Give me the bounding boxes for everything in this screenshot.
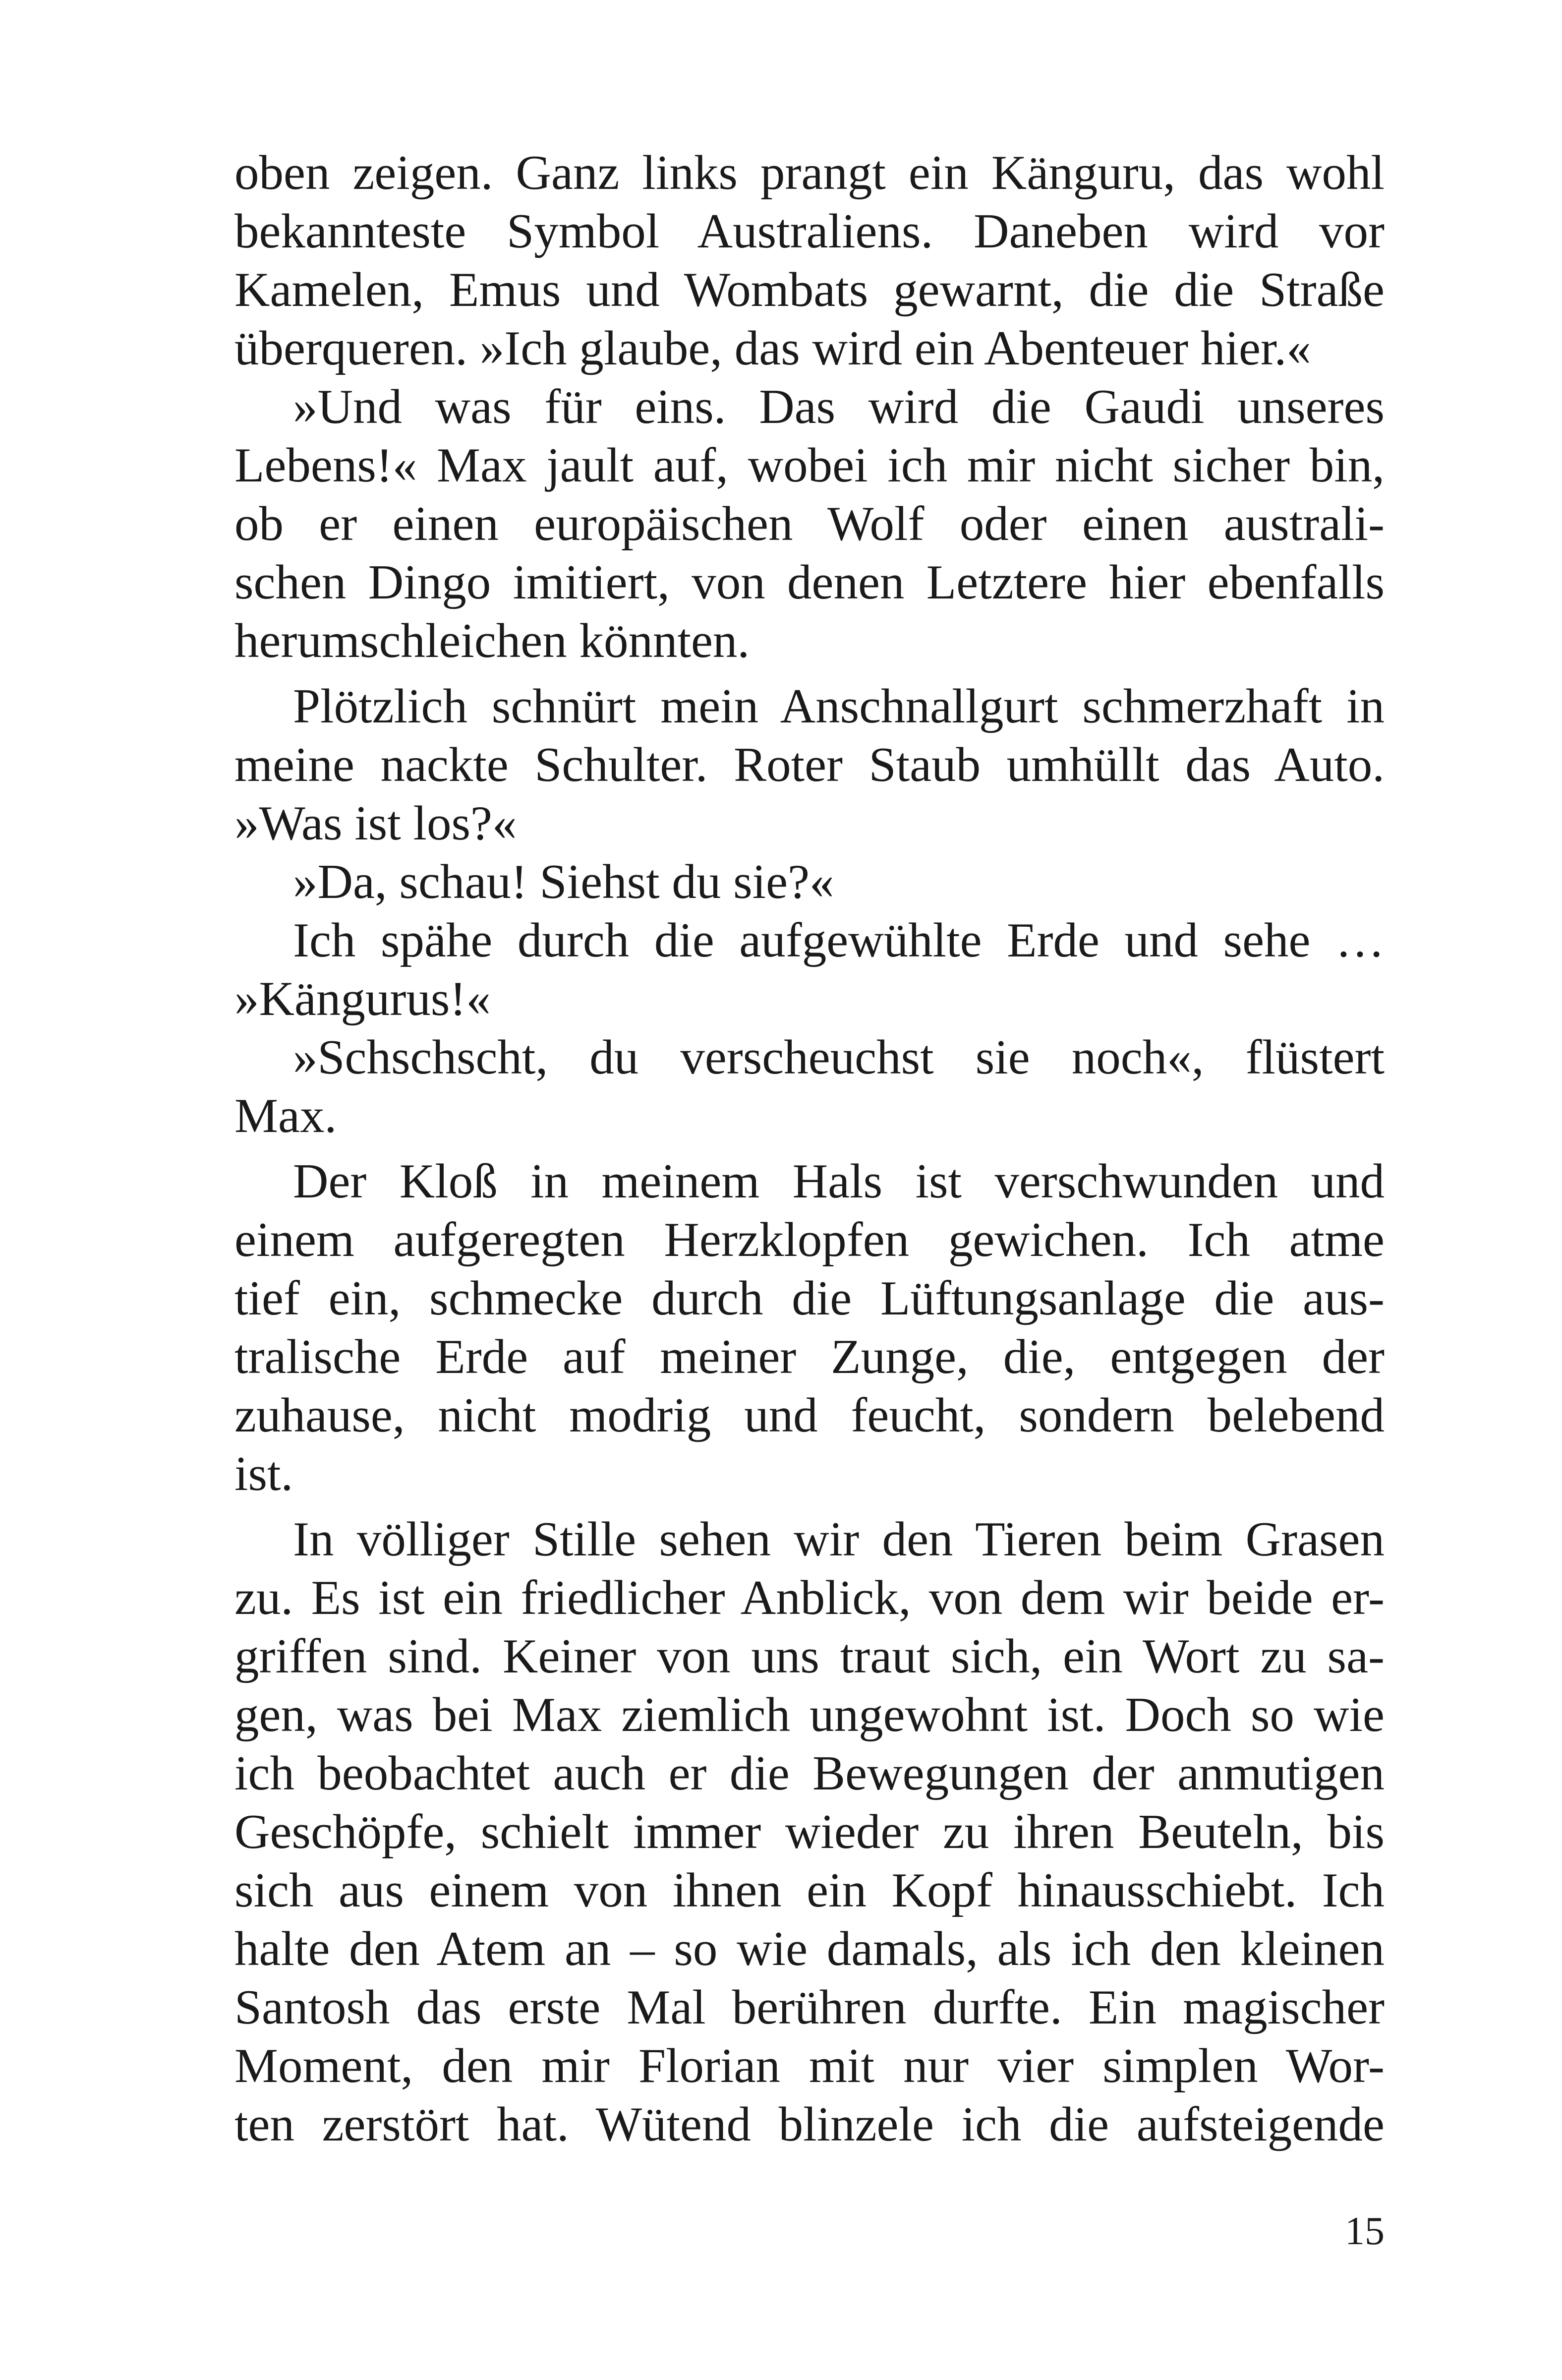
text-line: ist. — [234, 1447, 293, 1501]
text-line: oben zeigen. Ganz links prangt ein Känguru, das wohl — [234, 146, 1385, 200]
text-line: überqueren. »Ich glaube, das wird ein Abenteuer hier.« — [234, 321, 1311, 375]
text-line: Lebens!« Max jault auf, wobei ich mir nicht sicher bin, — [234, 438, 1385, 492]
text-line: gen, was bei Max ziemlich ungewohnt ist. Doch so wie — [234, 1688, 1385, 1742]
text-line: tief ein, schmecke durch die Lüftungsanlage die aus- — [234, 1271, 1385, 1325]
text-line: »Da, schau! Siehst du sie?« — [293, 855, 834, 909]
book-page-text — [234, 144, 1385, 2154]
text-line: »Was ist los?« — [234, 796, 517, 850]
text-line: tralische Erde auf meiner Zunge, die, entgegen der — [234, 1330, 1385, 1384]
text-line: herumschleichen könnten. — [234, 614, 750, 668]
text-line: Ich spähe durch die aufgewühlte Erde und sehe … — [293, 913, 1385, 967]
text-line: »Kängurus!« — [234, 972, 491, 1026]
text-line: In völliger Stille sehen wir den Tieren beim Grasen — [293, 1512, 1385, 1566]
text-line: meine nackte Schulter. Roter Staub umhüllt das Auto. — [234, 738, 1385, 792]
text-line: schen Dingo imitiert, von denen Letztere hier ebenfalls — [234, 555, 1385, 609]
text-line: »Und was für eins. Das wird die Gaudi unseres — [293, 380, 1385, 434]
text-line: ob er einen europäischen Wolf oder einen australi- — [234, 497, 1385, 551]
text-line: Geschöpfe, schielt immer wieder zu ihren Beuteln, bis — [234, 1805, 1385, 1859]
text-line: Santosh das erste Mal berühren durfte. Ein magischer — [234, 1980, 1385, 2034]
text-line: einem aufgeregten Herzklopfen gewichen. Ich atme — [234, 1213, 1385, 1267]
text-line: griffen sind. Keiner von uns traut sich, ein Wort zu sa- — [234, 1629, 1385, 1683]
text-line: Moment, den mir Florian mit nur vier simplen Wor- — [234, 2039, 1385, 2093]
text-line: »Schschscht, du verscheuchst sie noch«, flüstert — [293, 1030, 1385, 1084]
page-number: 15 — [1345, 2209, 1385, 2253]
text-line: halte den Atem an – so wie damals, als ich den kleinen — [234, 1922, 1385, 1976]
text-line: bekannteste Symbol Australiens. Daneben wird vor — [234, 204, 1385, 258]
text-line: sich aus einem von ihnen ein Kopf hinausschiebt. Ich — [234, 1863, 1385, 1917]
text-line: Kamelen, Emus und Wombats gewarnt, die die Straße — [234, 263, 1385, 317]
text-line: ich beobachtet auch er die Bewegungen der anmutigen — [234, 1746, 1385, 1800]
text-line: zu. Es ist ein friedlicher Anblick, von dem wir beide er- — [234, 1571, 1385, 1625]
text-line: Der Kloß in meinem Hals ist verschwunden und — [293, 1154, 1385, 1208]
text-line: ten zerstört hat. Wütend blinzele ich die aufsteigende — [234, 2097, 1385, 2151]
text-line: Plötzlich schnürt mein Anschnallgurt schmerzhaft in — [293, 679, 1385, 733]
text-line: zuhause, nicht modrig und feucht, sondern belebend — [234, 1388, 1385, 1442]
text-line: Max. — [234, 1089, 337, 1143]
